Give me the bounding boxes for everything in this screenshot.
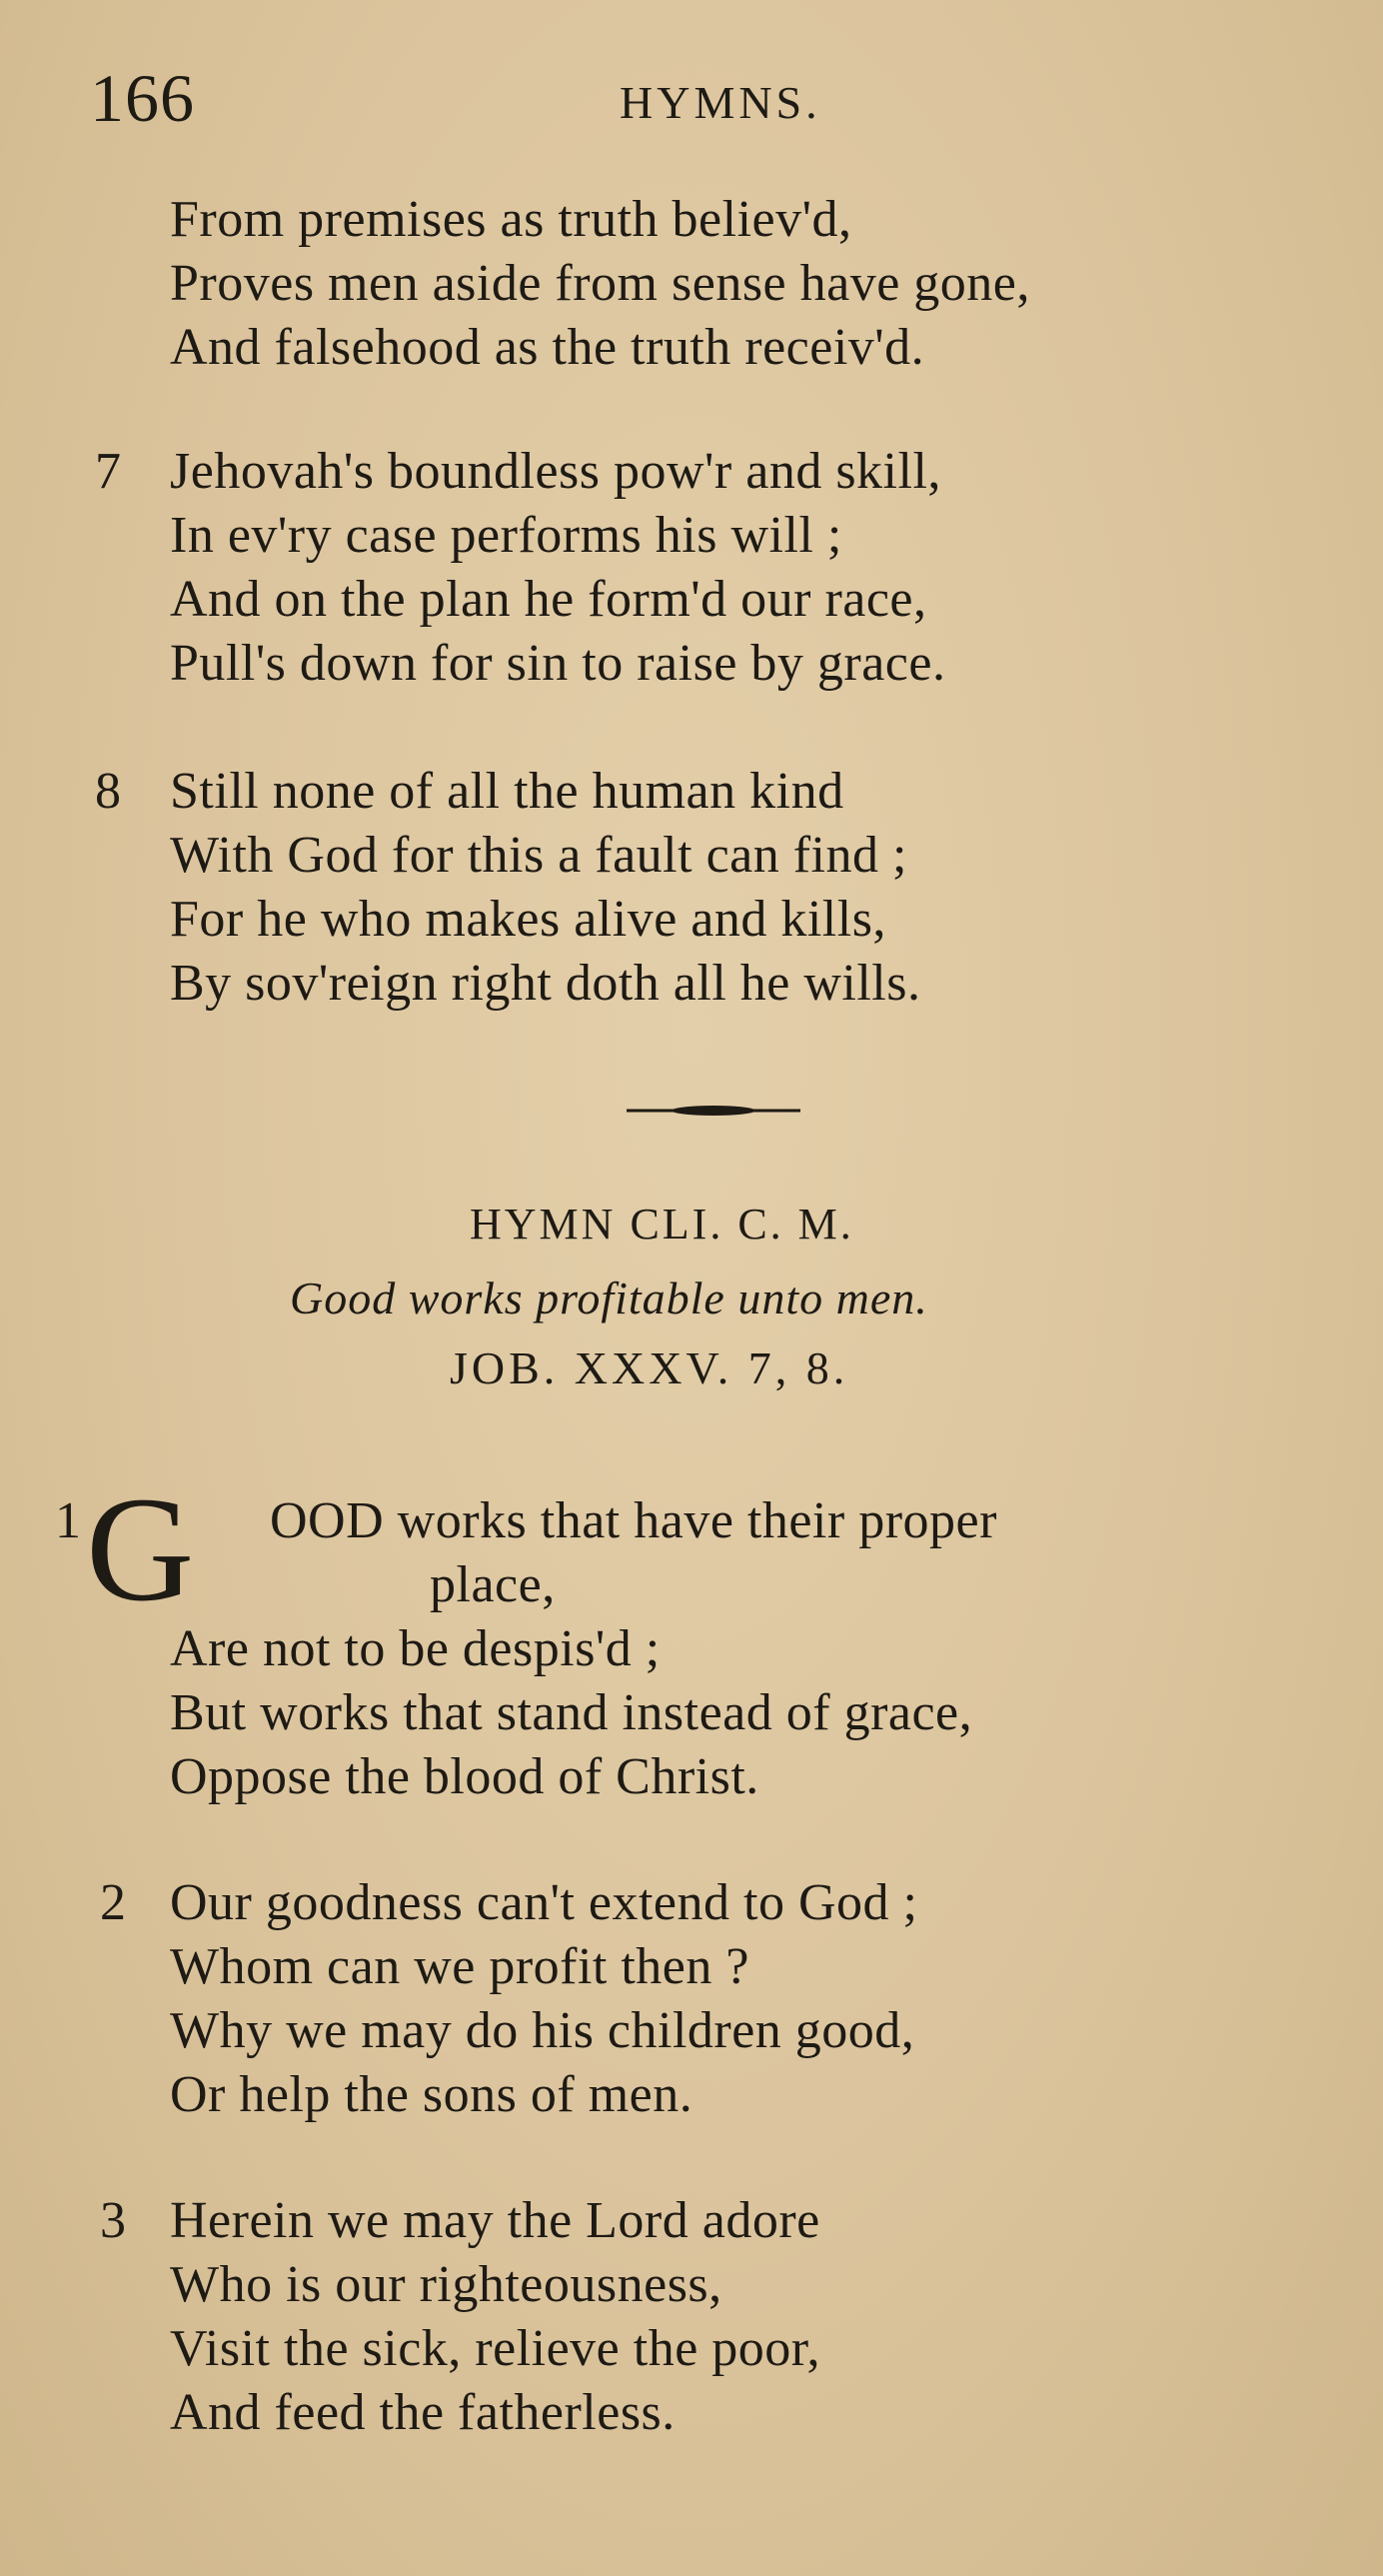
ornamental-rule bbox=[625, 1105, 802, 1117]
verse-line: place, bbox=[430, 1556, 556, 1613]
stanza-number: 1 bbox=[55, 1492, 81, 1549]
verse-line: Still none of all the human kind bbox=[170, 763, 844, 820]
verse-line: For he who makes alive and kills, bbox=[170, 891, 886, 948]
page-header bbox=[90, 58, 1289, 138]
verse-line: By sov'reign right doth all he wills. bbox=[170, 955, 921, 1012]
verse-line: Why we may do his children good, bbox=[170, 2002, 915, 2059]
verse-line: Are not to be despis'd ; bbox=[170, 1620, 661, 1677]
verse-line: Who is our righteousness, bbox=[170, 2256, 722, 2313]
verse-line: But works that stand instead of grace, bbox=[170, 1684, 973, 1741]
verse-line: Pull's down for sin to raise by grace. bbox=[170, 635, 946, 692]
verse-line: OOD works that have their proper bbox=[270, 1492, 997, 1549]
stanza-number: 3 bbox=[100, 2192, 126, 2249]
page-number: 166 bbox=[90, 60, 195, 136]
verse-line: Or help the sons of men. bbox=[170, 2066, 693, 2123]
verse-line: From premises as truth believ'd, bbox=[170, 191, 852, 248]
verse-line: And feed the fatherless. bbox=[170, 2384, 676, 2441]
verse-line: Whom can we profit then ? bbox=[170, 1938, 749, 1995]
verse-line: Herein we may the Lord adore bbox=[170, 2192, 820, 2249]
verse-line: Proves men aside from sense have gone, bbox=[170, 255, 1030, 312]
verse-line: Our goodness can't extend to God ; bbox=[170, 1874, 918, 1931]
scripture-reference: JOB. XXXV. 7, 8. bbox=[450, 1342, 849, 1393]
running-head: HYMNS. bbox=[620, 77, 821, 128]
verse-line: Jehovah's boundless pow'r and skill, bbox=[170, 443, 941, 500]
verse-line: With God for this a fault can find ; bbox=[170, 827, 907, 884]
stanza-number: 7 bbox=[95, 443, 121, 500]
verse-line: Oppose the blood of Christ. bbox=[170, 1748, 759, 1805]
verse-line: Visit the sick, relieve the poor, bbox=[170, 2320, 821, 2377]
hymn-subtitle: Good works profitable unto men. bbox=[290, 1273, 928, 1323]
stanza-number: 8 bbox=[95, 763, 121, 820]
verse-line: In ev'ry case performs his will ; bbox=[170, 507, 842, 564]
drop-cap: G bbox=[86, 1466, 195, 1632]
verse-line: And falsehood as the truth receiv'd. bbox=[170, 319, 925, 376]
stanza-number: 2 bbox=[100, 1874, 126, 1931]
verse-line: And on the plan he form'd our race, bbox=[170, 571, 927, 628]
hymn-title: HYMN CLI. C. M. bbox=[470, 1200, 854, 1249]
